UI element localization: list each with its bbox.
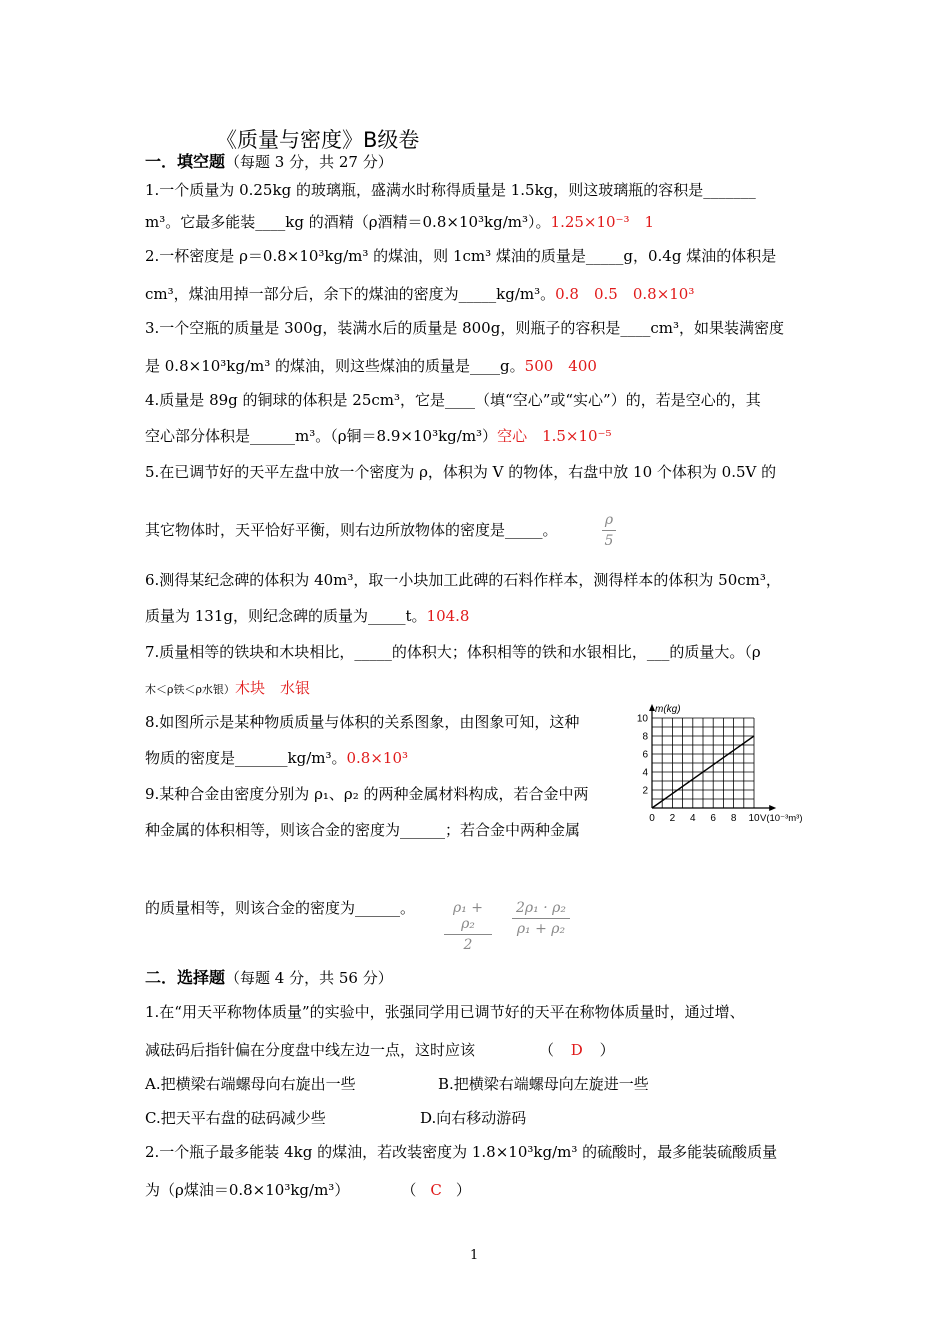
q9v-numerator: ρ₁ + ρ₂ xyxy=(452,900,484,932)
y-tick-label: 2 xyxy=(642,785,648,797)
c2-text: 为（ρ煤油＝0.8×10³kg/m³） xyxy=(145,1181,350,1199)
q7-answer: 木块 水银 xyxy=(234,679,310,697)
q3-answer: 500 400 xyxy=(524,357,597,375)
q5-answer-fraction xyxy=(602,512,616,549)
x-tick-label: 10 xyxy=(748,813,760,824)
q8-line-b xyxy=(145,748,408,768)
x-tick-label: 6 xyxy=(710,813,716,824)
q9-answer-volume xyxy=(444,900,492,953)
page-number: 1 xyxy=(470,1248,479,1263)
c1-text: 减砝码后指针偏在分度盘中线左边一点，这时应该 xyxy=(145,1041,476,1059)
page-title: 《质量与密度》B级卷 xyxy=(216,128,420,152)
q1-line-a: 1.一个质量为 0.25kg 的玻璃瓶，盛满水时称得质量是 1.5kg，则这玻璃瓶的容积是_______ xyxy=(145,181,756,199)
c1-option-c: C.把天平右盘的砝码减少些 xyxy=(145,1109,326,1127)
q8-line-a: 8.如图所示是某种物质质量与体积的关系图象，由图象可知，这种 xyxy=(145,713,580,731)
q2-line-a: 2.一杯密度是 ρ＝0.8×10³kg/m³ 的煤油，则 1cm³ 煤油的质量是_____g，0.4g 煤油的体积是 xyxy=(145,247,777,265)
q7-line-b xyxy=(145,678,310,700)
x-tick-label: 0 xyxy=(649,813,655,824)
q7-line-a: 7.质量相等的铁块和木块相比，_____的体积大；体积相等的铁和水银相比，___的质量大。（ρ xyxy=(145,643,761,661)
q6-text: 质量为 131g，则纪念碑的质量为_____t。 xyxy=(145,607,427,625)
y-tick-label: 10 xyxy=(636,713,648,725)
x-axis-label: V(10⁻³m³) xyxy=(760,813,803,824)
q5-numerator: ρ xyxy=(604,512,614,528)
q5-line-a: 5.在已调节好的天平左盘中放一个密度为 ρ，体积为 V 的物体，右盘中放 10 个体积为 0.5V 的 xyxy=(145,463,777,481)
q9m-numerator: 2ρ₁ · ρ₂ xyxy=(516,900,566,916)
q2-line-b xyxy=(145,284,694,304)
q2-answer: 0.8 0.5 0.8×10³ xyxy=(555,285,695,303)
x-tick-label: 2 xyxy=(669,813,676,824)
q2-text: cm³，煤油用掉一部分后，余下的煤油的密度为_____kg/m³。 xyxy=(145,285,556,303)
q1-answer: 1.25×10⁻³ 1 xyxy=(550,213,655,231)
q4-line-b xyxy=(145,426,612,446)
q7-text: 木＜ρ铁＜ρ水银） xyxy=(145,683,235,696)
q6-answer: 104.8 xyxy=(426,607,470,625)
q9m-denominator: ρ₁ + ρ₂ xyxy=(516,921,566,937)
x-tick-label: 4 xyxy=(690,813,696,824)
q9-answer-mass xyxy=(512,900,570,937)
section-choice-heading xyxy=(145,968,393,988)
q5-line-b: 其它物体时，天平恰好平衡，则右边所放物体的密度是_____。 xyxy=(145,521,558,539)
c1-line-b: 减砝码后指针偏在分度盘中线左边一点，这时应该 （ D ） xyxy=(145,1041,615,1059)
q9-line-a: 9.某种合金由密度分别为 ρ₁、ρ₂ 的两种金属材料构成，若合金中两 xyxy=(145,785,589,803)
q3-text: 是 0.8×10³kg/m³ 的煤油，则这些煤油的质量是____g。 xyxy=(145,357,525,375)
y-tick-label: 6 xyxy=(642,749,648,761)
q8-text: 物质的密度是_______kg/m³。 xyxy=(145,749,347,767)
section-heading: 二．选择题 xyxy=(145,968,226,987)
c2-answer: C xyxy=(430,1181,442,1199)
q4-line-a: 4.质量是 89g 的铜球的体积是 25cm³，它是____（填“空心”或“实心”）的，若是空心的，其 xyxy=(145,391,761,409)
section-note: （每题 4 分，共 56 分） xyxy=(225,969,393,987)
x-axis-arrow xyxy=(769,805,776,811)
y-tick-label: 8 xyxy=(642,731,648,743)
q9-line-b: 种金属的体积相等，则该合金的密度为______；若合金中两种金属 xyxy=(145,821,581,839)
y-tick-label: 4 xyxy=(642,767,648,779)
q4-text: 空心部分体积是______m³。（ρ铜＝8.9×10³kg/m³） xyxy=(145,427,498,445)
section-fill-heading xyxy=(145,152,393,172)
section-note: （每题 3 分，共 27 分） xyxy=(225,153,393,171)
c1-option-b: B.把横梁右端螺母向左旋进一些 xyxy=(438,1075,649,1093)
q1-text: m³。它最多能装____kg 的酒精（ρ酒精＝0.8×10³kg/m³）。 xyxy=(145,213,551,231)
q9v-denominator: 2 xyxy=(463,937,473,953)
c2-line-a: 2.一个瓶子最多能装 4kg 的煤油，若改装密度为 1.8×10³kg/m³ 的硫酸时，最多能装硫酸质量 xyxy=(145,1143,778,1161)
mass-volume-chart xyxy=(630,688,840,828)
section-heading: 一．填空题 xyxy=(145,152,226,171)
c1-option-a: A.把横梁右端螺母向右旋出一些 xyxy=(145,1075,356,1093)
q3-line-b xyxy=(145,356,597,376)
c2-line-b: 为（ρ煤油＝0.8×10³kg/m³） （ C ） xyxy=(145,1181,471,1199)
c1-line-a: 1.在“用天平称物体质量”的实验中，张强同学用已调节好的天平在称物体质量时，通过增、 xyxy=(145,1003,745,1021)
q3-line-a: 3.一个空瓶的质量是 300g，装满水后的质量是 800g，则瓶子的容积是____cm³，如果装满密度 xyxy=(145,319,784,337)
x-tick-label: 8 xyxy=(730,813,737,824)
q5-denominator: 5 xyxy=(604,533,614,549)
q4-answer: 空心 1.5×10⁻⁵ xyxy=(497,427,612,445)
q8-answer: 0.8×10³ xyxy=(346,749,409,767)
q6-line-b xyxy=(145,606,469,626)
c1-answer: D xyxy=(570,1041,583,1059)
c1-option-d: D.向右移动游码 xyxy=(420,1109,527,1127)
q6-line-a: 6.测得某纪念碑的体积为 40m³，取一小块加工此碑的石料作样本，测得样本的体积为 50cm³， xyxy=(145,571,781,589)
y-axis-label: m(kg) xyxy=(655,704,681,715)
q1-line-b xyxy=(145,212,654,232)
q9-line-c: 的质量相等，则该合金的密度为______。 xyxy=(145,899,416,917)
